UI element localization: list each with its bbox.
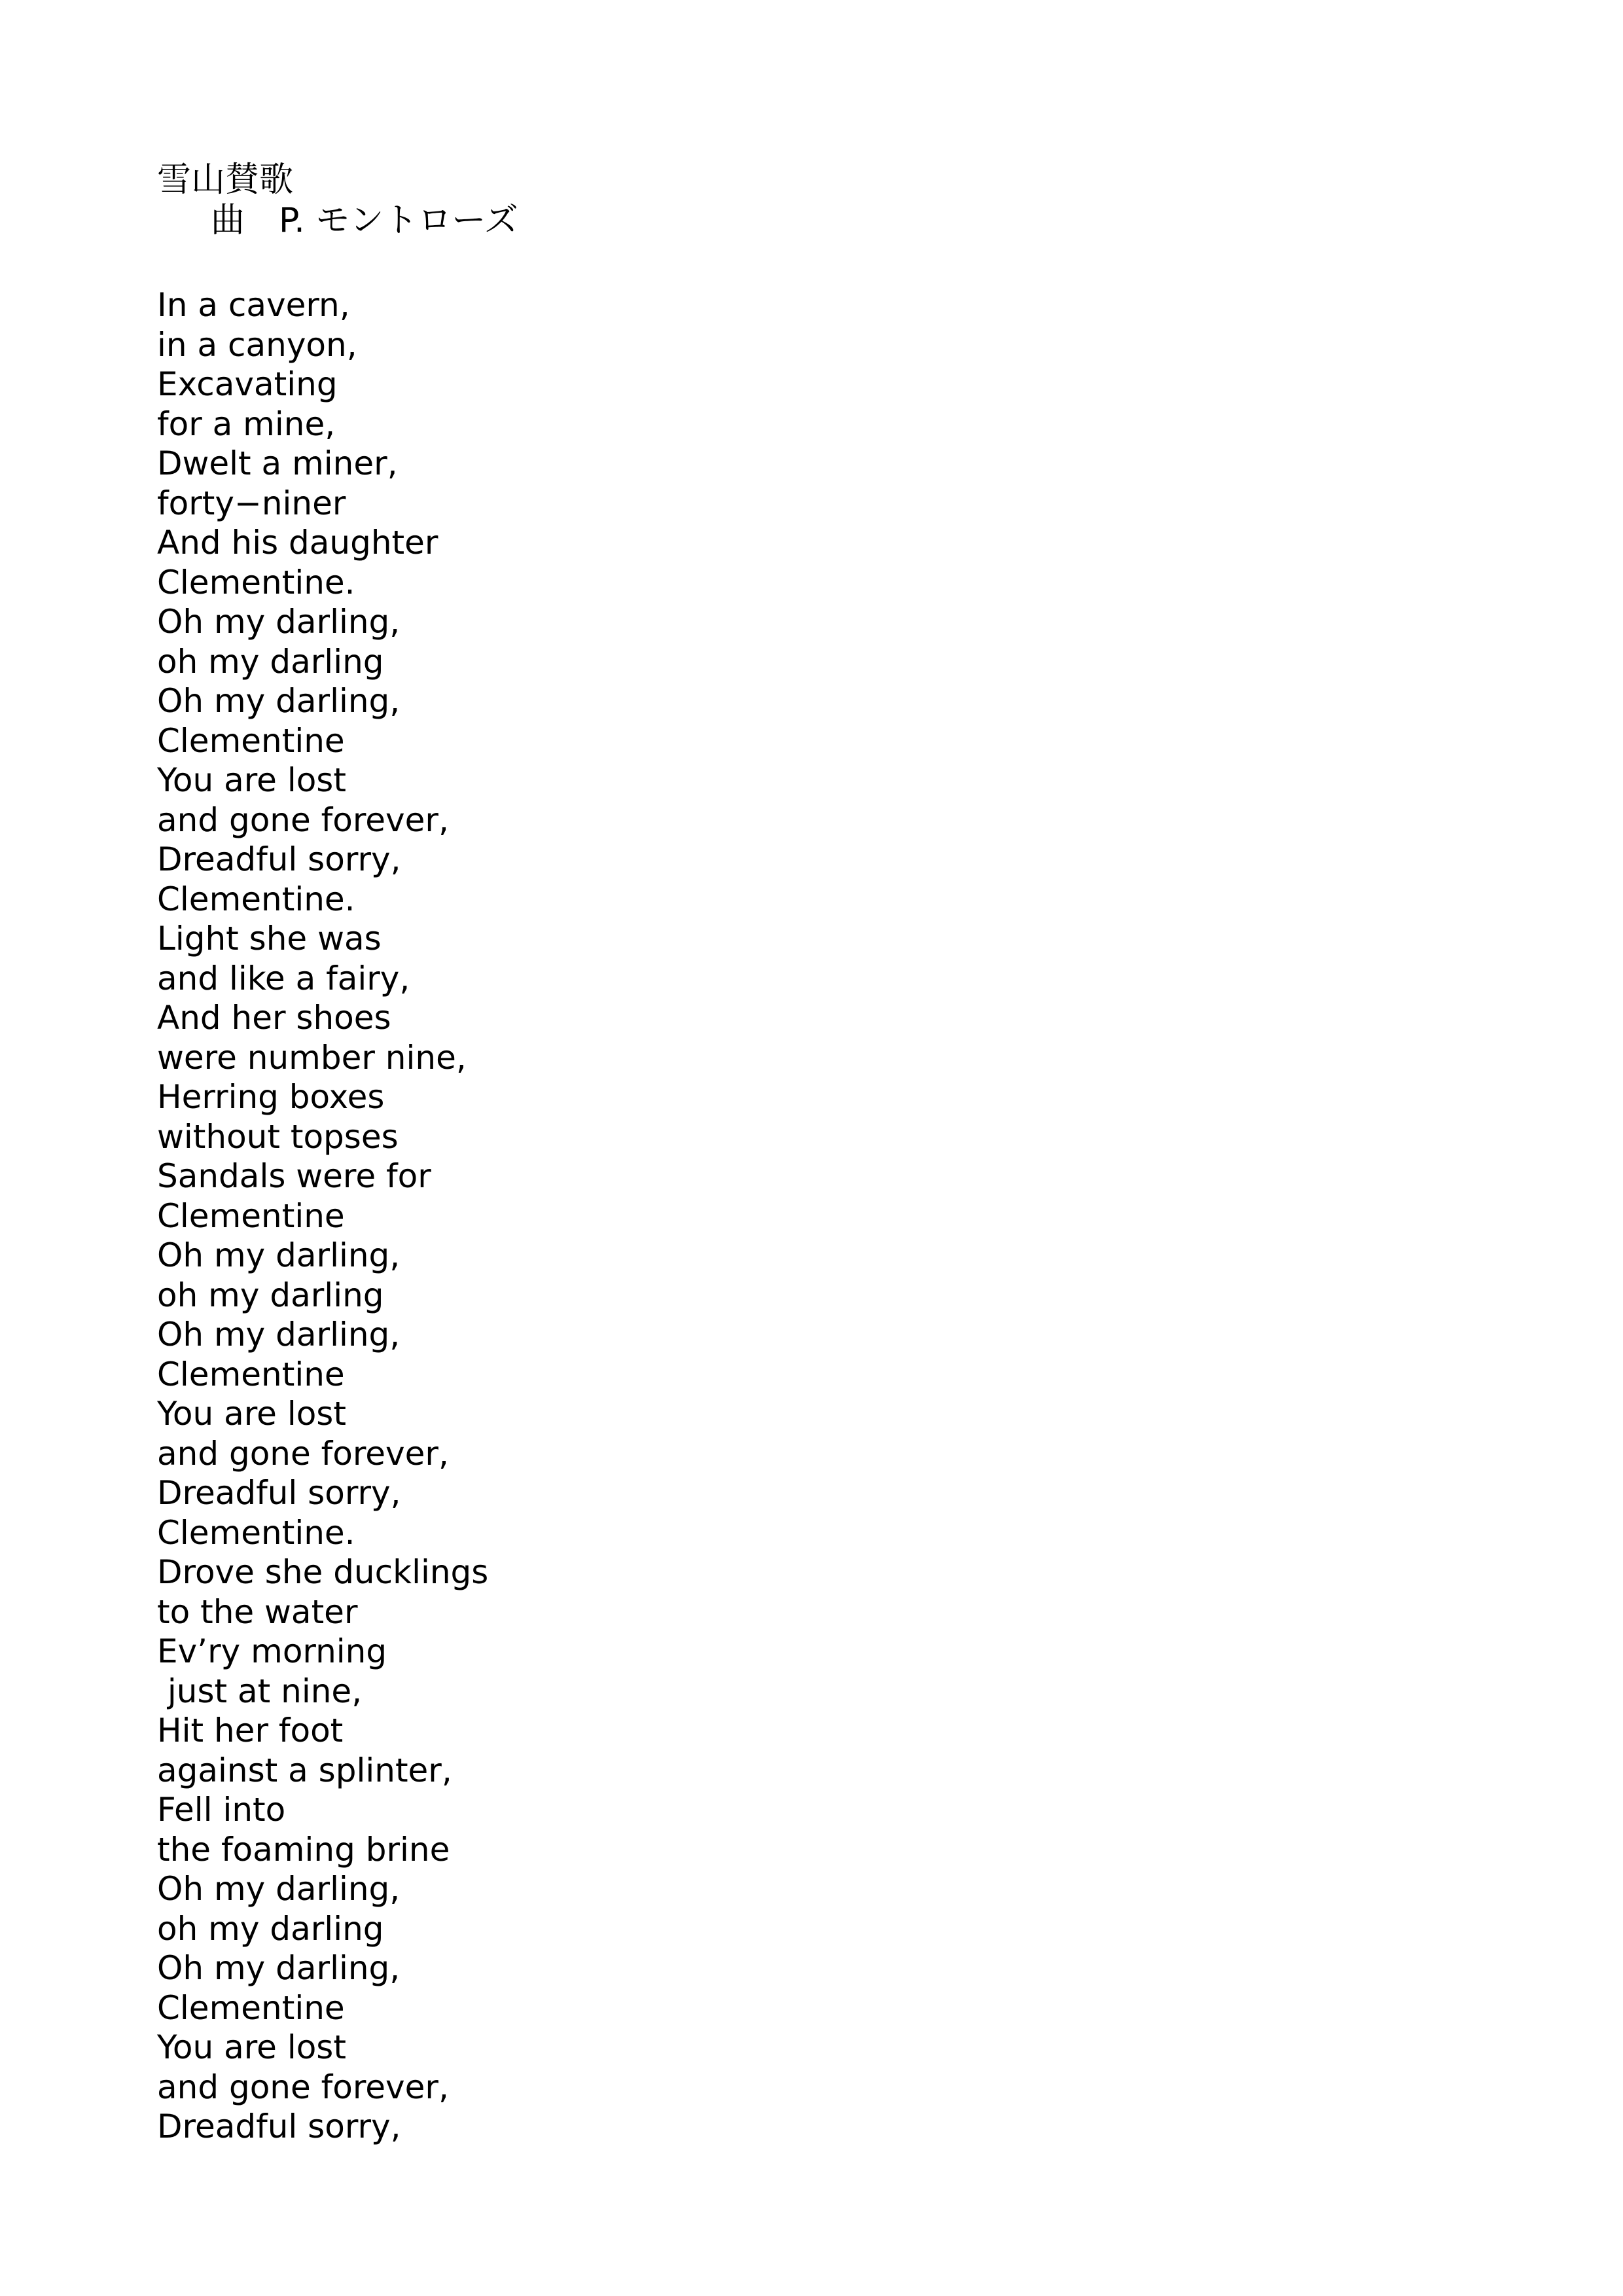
lyric-line: Drove she ducklings xyxy=(157,1553,489,1591)
lyric-line: and gone forever, xyxy=(157,1434,449,1473)
lyric-line: Clementine. xyxy=(157,1513,355,1552)
lyric-line: for a mine, xyxy=(157,404,336,443)
lyric-line: Excavating xyxy=(157,365,338,403)
lyric-line: And her shoes xyxy=(157,999,391,1037)
lyric-line: In a cavern, xyxy=(157,286,350,324)
lyric-line: and gone forever, xyxy=(157,2068,449,2106)
lyric-line: Fell into xyxy=(157,1791,286,1829)
lyric-line: Dreadful sorry, xyxy=(157,1474,401,1512)
lyric-line: Sandals were for xyxy=(157,1157,431,1195)
lyric-line: were number nine, xyxy=(157,1038,467,1077)
lyric-line: You are lost xyxy=(157,2028,346,2066)
lyric-line: Oh my darling, xyxy=(157,1949,401,1987)
lyric-line: without topses xyxy=(157,1117,399,1156)
lyric-line: Hit her foot xyxy=(157,1712,344,1749)
lyric-line: and gone forever, xyxy=(157,800,449,839)
lyric-line: Oh my darling, xyxy=(157,1316,401,1354)
lyric-line: just at nine, xyxy=(157,1672,363,1710)
lyric-line: Clementine xyxy=(157,1988,345,2027)
lyrics-list xyxy=(157,285,488,2147)
lyric-line: Herring boxes xyxy=(157,1078,385,1116)
lyric-line: Light she was xyxy=(157,920,382,958)
lyric-line: the foaming brine xyxy=(157,1830,450,1869)
lyric-line: Ev’ry morning xyxy=(157,1632,387,1670)
lyric-line: and like a fairy, xyxy=(157,959,410,997)
lyric-line: against a splinter, xyxy=(157,1751,452,1789)
lyric-line: You are lost xyxy=(157,1395,346,1433)
lyric-line: Clementine. xyxy=(157,563,355,601)
lyric-line: You are lost xyxy=(157,761,346,799)
lyric-line: in a canyon, xyxy=(157,325,357,364)
lyric-line: oh my darling xyxy=(157,1276,384,1314)
lyric-line: Oh my darling, xyxy=(157,1870,401,1908)
lyric-line: Dreadful sorry, xyxy=(157,2108,401,2145)
song-header xyxy=(157,160,518,241)
lyric-line: Clementine xyxy=(157,1355,345,1393)
song-title: 雪山賛歌 xyxy=(157,160,294,200)
lyric-line: Dwelt a miner, xyxy=(157,444,398,482)
lyric-line: Oh my darling, xyxy=(157,603,401,641)
lyric-line: to the water xyxy=(157,1592,358,1631)
lyric-line: Clementine. xyxy=(157,880,355,918)
lyric-line: Oh my darling, xyxy=(157,682,401,720)
lyric-line: oh my darling xyxy=(157,642,384,681)
lyric-line: Clementine xyxy=(157,1196,345,1235)
composer-credit: 曲 P. モントローズ xyxy=(211,201,518,240)
lyric-line: oh my darling xyxy=(157,1909,384,1948)
lyric-line: And his daughter xyxy=(157,524,438,562)
lyric-line: Clementine xyxy=(157,721,345,760)
lyric-line: Oh my darling, xyxy=(157,1236,401,1274)
lyric-line: Dreadful sorry, xyxy=(157,840,401,878)
lyric-line: forty−niner xyxy=(157,484,346,522)
